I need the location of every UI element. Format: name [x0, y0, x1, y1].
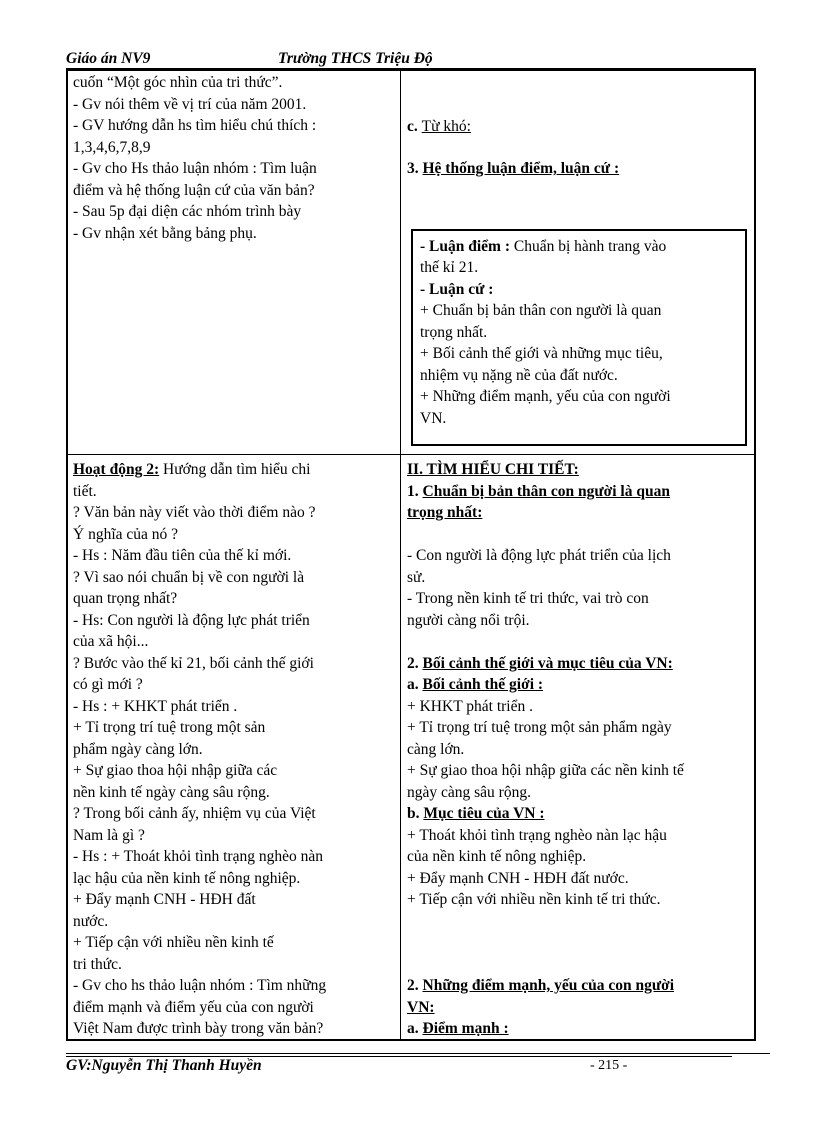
left-bottom-line: ? Bước vào thế kỉ 21, bối cảnh thế giới: [73, 655, 314, 672]
left-top-line: - Gv nói thêm về vị trí của năm 2001.: [73, 96, 307, 113]
left-bottom-line: nền kinh tế ngày càng sâu rộng.: [73, 784, 270, 801]
left-top-line: điểm và hệ thống luận cứ của văn bản?: [73, 182, 315, 199]
left-bottom-line: Nam là gì ?: [73, 827, 145, 844]
page-header: [66, 50, 748, 68]
footer-rule: [66, 1053, 770, 1054]
left-bottom-line: nước.: [73, 913, 109, 930]
section-1-heading-cont: trọng nhất:: [407, 504, 483, 521]
tu-kho-heading: c. Từ khó:: [407, 118, 471, 135]
left-bottom-line: - Hs : + Thoát khỏi tình trạng nghèo nàn: [73, 848, 323, 865]
left-bottom-line: - Hs: Con người là động lực phát triển: [73, 612, 310, 629]
right-bottom-line: + Sự giao thoa hội nhập giữa các nền kinh tế: [407, 762, 684, 779]
header-school: Trường THCS Triệu Độ: [278, 50, 433, 67]
box-line: VN.: [420, 410, 447, 427]
left-bottom-line: - Hs : + KHKT phát triển .: [73, 698, 238, 715]
subsection-a-heading: a. Bối cảnh thế giới :: [407, 676, 544, 693]
left-bottom-line: + Đẩy mạnh CNH - HĐH đất: [73, 891, 256, 908]
subsection-b-heading: b. Mục tiêu của VN :: [407, 805, 545, 822]
left-top-line: 1,3,4,6,7,8,9: [73, 139, 151, 156]
left-bottom-line: ? Vì sao nói chuẩn bị về con người là: [73, 569, 305, 586]
left-bottom-line: quan trọng nhất?: [73, 590, 178, 607]
hoat-dong-2-heading: Hoạt động 2: Hướng dẫn tìm hiểu chi: [73, 461, 311, 478]
right-bottom-line: + Thoát khỏi tình trạng nghèo nàn lạc hậu: [407, 827, 667, 844]
row-divider: [66, 454, 756, 455]
left-top-line: - GV hướng dẫn hs tìm hiểu chú thích :: [73, 117, 317, 134]
left-bottom-line: - Gv cho hs thảo luận nhóm : Tìm những: [73, 977, 327, 994]
box-line: thế kỉ 21.: [420, 259, 479, 276]
right-bottom-line: + KHKT phát triển .: [407, 698, 533, 715]
luan-diem-line: - Luận điểm : Chuẩn bị hành trang vào: [420, 238, 667, 255]
right-bottom-line: - Con người là động lực phát triển của lịch: [407, 547, 671, 564]
left-bottom-line: - Hs : Năm đầu tiên của thế kỉ mới.: [73, 547, 292, 564]
left-bottom-line: Việt Nam được trình bày trong văn bản?: [73, 1020, 324, 1037]
luan-cu-label: - Luận cứ :: [420, 281, 494, 298]
right-bottom-line: của nền kinh tế nông nghiệp.: [407, 848, 587, 865]
section-2-heading: 2. Bối cảnh thế giới và mục tiêu của VN:: [407, 655, 673, 672]
strengths-weaknesses-heading-cont: VN:: [407, 999, 435, 1016]
left-bottom-line: ? Văn bản này viết vào thời điểm nào ?: [73, 504, 316, 521]
section-1-heading: 1. Chuẩn bị bản thân con người là quan: [407, 483, 670, 500]
box-line: + Chuẩn bị bản thân con người là quan: [420, 302, 662, 319]
right-bottom-line: - Trong nền kinh tế tri thức, vai trò con: [407, 590, 649, 607]
right-bottom-line: càng lớn.: [407, 741, 465, 758]
strengths-heading: a. Điểm mạnh :: [407, 1020, 509, 1037]
page-number: - 215 -: [590, 1058, 628, 1073]
left-top-line: cuốn “Một góc nhìn của tri thức”.: [73, 74, 283, 91]
left-top-line: - Sau 5p đại diện các nhóm trình bày: [73, 203, 302, 220]
left-bottom-line: tri thức.: [73, 956, 122, 973]
left-top-line: - Gv cho Hs thảo luận nhóm : Tìm luận: [73, 160, 317, 177]
box-line: + Bối cảnh thế giới và những mục tiêu,: [420, 345, 663, 362]
right-bottom-line: + Tiếp cận với nhiều nền kinh tế tri thức.: [407, 891, 661, 908]
left-bottom-line: + Tiếp cận với nhiều nền kinh tế: [73, 934, 274, 951]
right-bottom-line: + Tỉ trọng trí tuệ trong một sản phẩm ngày: [407, 719, 672, 736]
tim-hieu-chi-tiet-heading: II. TÌM HIỂU CHI TIẾT:: [407, 461, 579, 478]
box-line: trọng nhất.: [420, 324, 488, 341]
he-thong-luan-diem-heading: 3. Hệ thống luận điểm, luận cứ :: [407, 160, 620, 177]
strengths-weaknesses-heading: 2. Những điểm mạnh, yếu của con người: [407, 977, 675, 994]
right-bottom-line: + Đẩy mạnh CNH - HĐH đất nước.: [407, 870, 629, 887]
left-bottom-line: + Sự giao thoa hội nhập giữa các: [73, 762, 278, 779]
left-bottom-line: ? Trong bối cảnh ấy, nhiệm vụ của Việt: [73, 805, 316, 822]
left-bottom-line: Ý nghĩa của nó ?: [73, 526, 179, 543]
box-line: + Những điểm mạnh, yếu của con người: [420, 388, 671, 405]
footer-teacher: GV:Nguyễn Thị Thanh Huyền: [66, 1057, 262, 1074]
left-bottom-line: có gì mới ?: [73, 676, 143, 693]
left-bottom-line: + Tỉ trọng trí tuệ trong một sản: [73, 719, 266, 736]
left-bottom-line: tiết.: [73, 483, 97, 500]
header-left: Giáo án NV9: [66, 50, 151, 67]
box-line: nhiệm vụ nặng nề của đất nước.: [420, 367, 618, 384]
left-bottom-line: của xã hội...: [73, 633, 149, 650]
right-bottom-line: người càng nổi trội.: [407, 612, 530, 629]
right-bottom-line: sử.: [407, 569, 426, 586]
left-bottom-line: điểm mạnh và điểm yếu của con người: [73, 999, 314, 1016]
left-bottom-line: phẩm ngày càng lớn.: [73, 741, 203, 758]
right-bottom-line: ngày càng sâu rộng.: [407, 784, 531, 801]
left-top-line: - Gv nhận xét bằng bảng phụ.: [73, 225, 257, 242]
column-divider: [400, 69, 401, 1041]
left-bottom-line: lạc hậu của nền kinh tế nông nghiệp.: [73, 870, 301, 887]
